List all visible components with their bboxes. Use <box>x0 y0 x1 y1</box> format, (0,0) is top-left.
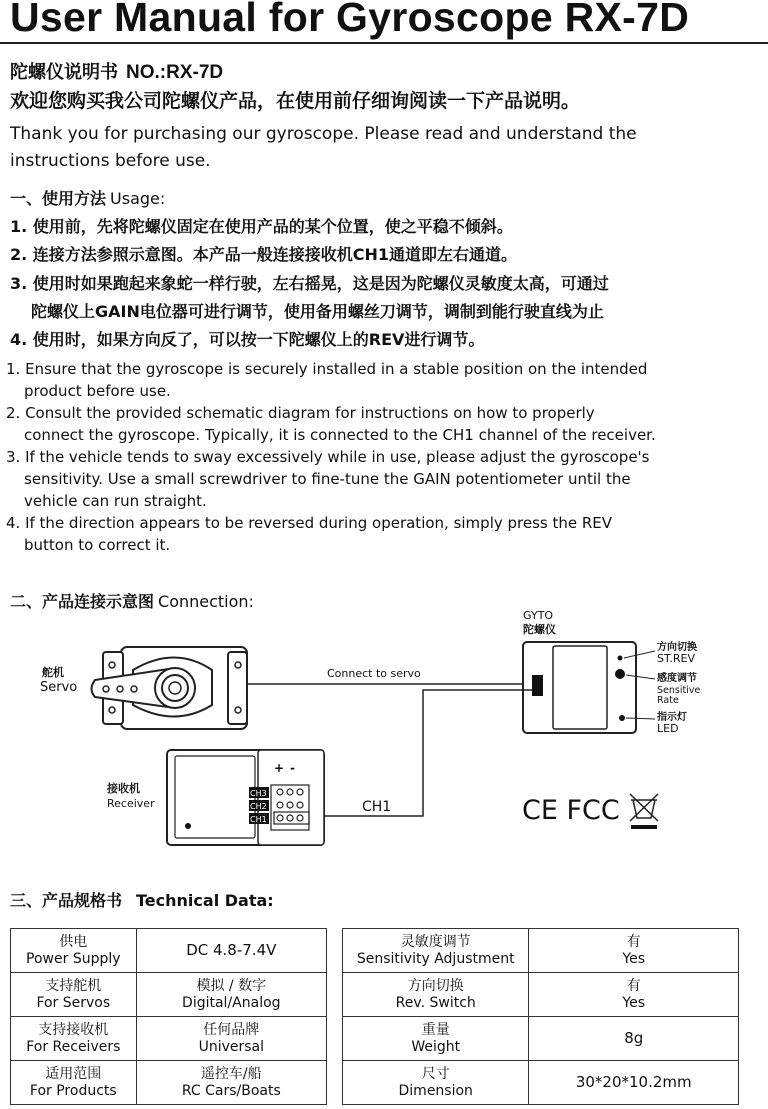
spec-table-right <box>342 928 739 1105</box>
tech-heading-cn: 三、产品规格书 <box>10 891 123 910</box>
rev-label-en: ST.REV <box>657 652 696 665</box>
spec-key: 灵敏度调节 Sensitivity Adjustment <box>343 929 529 973</box>
manual-header <box>10 58 223 84</box>
spec-key: 重量 Weight <box>343 1017 529 1061</box>
spec-row <box>11 929 327 973</box>
gain-knob-icon <box>615 669 625 679</box>
usage-item-cn: 3. 使用时如果跑起来象蛇一样行驶，左右摇晃，这是因为陀螺仪灵敏度太高，可通过 <box>10 274 609 293</box>
connection-heading-cn: 二、产品连接示意图 <box>10 592 155 611</box>
spec-row <box>343 1061 739 1105</box>
usage-item-en: 4. If the direction appears to be reversed during operation, simply press the REV <box>6 514 613 532</box>
usage-item-cn: 陀螺仪上GAIN电位器可进行调节，使用备用螺丝刀调节，调制到能行驶直线为止 <box>31 302 604 321</box>
usage-item-cn: 4. 使用时，如果方向反了，可以按一下陀螺仪上的REV进行调节。 <box>10 330 485 349</box>
certification-logos: CE FCC <box>522 795 620 826</box>
usage-item-en: 3. If the vehicle tends to sway excessively while in use, please adjust the gyroscope's <box>6 448 650 466</box>
weee-bar <box>631 825 657 829</box>
spec-row <box>11 1017 327 1061</box>
usage-item-cn: 1. 使用前，先将陀螺仪固定在使用产品的某个位置，使之平稳不倾斜。 <box>10 217 513 236</box>
spec-value: 模拟 / 数字 Digital/Analog <box>136 973 326 1017</box>
rate-label-cn: 感度调节 <box>657 673 697 684</box>
rate-label-en-2: Rate <box>657 695 679 706</box>
spec-value: 8g <box>529 1017 739 1061</box>
usage-item-en: 1. Ensure that the gyroscope is securely installed in a stable position on the intended <box>6 360 648 378</box>
usage-item-en: product before use. <box>24 382 171 400</box>
intro-text-en <box>10 121 637 175</box>
spec-key: 尺寸 Dimension <box>343 1061 529 1105</box>
usage-heading-en: Usage: <box>110 189 166 208</box>
ch1-wire <box>308 690 532 816</box>
spec-value: 有 Yes <box>529 973 739 1017</box>
receiver-label-cn: 接收机 <box>107 782 140 795</box>
connect-to-servo-label: Connect to servo <box>327 667 421 680</box>
intro-line: instructions before use. <box>10 151 211 171</box>
port-label-ch1: CH1 <box>250 815 267 824</box>
spec-value: 有 Yes <box>529 929 739 973</box>
led-label-en: LED <box>657 722 679 735</box>
rate-label-en-1: Sensitive <box>657 685 701 696</box>
rev-label-cn: 方向切换 <box>657 642 697 653</box>
title-divider <box>0 42 768 44</box>
usage-item-en: sensitivity. Use a small screwdriver to fine-tune the GAIN potentiometer until the <box>24 470 631 488</box>
usage-heading-cn: 一、使用方法 <box>10 189 107 208</box>
servo-illustration <box>92 647 248 729</box>
usage-item-en: 2. Consult the provided schematic diagram for instructions on how to properly <box>6 404 595 422</box>
page-title: User Manual for Gyroscope RX-7D <box>10 0 690 40</box>
connection-heading-en: Connection: <box>158 592 254 611</box>
spec-row <box>343 929 739 973</box>
spec-key: 支持舵机 For Servos <box>11 973 137 1017</box>
led-label-cn: 指示灯 <box>657 712 687 723</box>
servo-label-en: Servo <box>40 680 78 695</box>
spec-row <box>343 1017 739 1061</box>
spec-value: 遥控车/船 RC Cars/Boats <box>136 1061 326 1105</box>
spec-row <box>11 973 327 1017</box>
spec-value: DC 4.8-7.4V <box>136 929 326 973</box>
usage-item-en: button to correct it. <box>24 536 171 554</box>
spec-table-left <box>10 928 327 1105</box>
led-indicator-icon <box>619 715 625 721</box>
gyro-connector <box>532 675 543 696</box>
connection-diagram <box>0 600 768 860</box>
port-label-ch2: CH2 <box>250 802 267 811</box>
weee-bin-icon <box>630 794 658 821</box>
spec-key: 支持接收机 For Receivers <box>11 1017 137 1061</box>
spec-value: 30*20*10.2mm <box>529 1061 739 1105</box>
receiver-dot <box>185 823 191 829</box>
usage-heading <box>10 186 165 209</box>
spec-value: 任何品牌 Universal <box>136 1017 326 1061</box>
welcome-text-cn: 欢迎您购买我公司陀螺仪产品，在使用前仔细询阅读一下产品说明。 <box>10 90 581 112</box>
spec-key: 方向切换 Rev. Switch <box>343 973 529 1017</box>
spec-row <box>11 1061 327 1105</box>
plus-label: + <box>274 761 285 775</box>
minus-label: - <box>290 761 295 775</box>
tech-heading-en: Technical Data: <box>136 891 274 910</box>
spec-key: 适用范围 For Products <box>11 1061 137 1105</box>
usage-list-en <box>6 358 656 556</box>
receiver-label-en: Receiver <box>107 797 155 810</box>
usage-item-en: connect the gyroscope. Typically, it is connected to the CH1 channel of the receiver. <box>24 426 656 444</box>
servo-label-cn: 舵机 <box>42 666 64 679</box>
tech-heading <box>10 888 274 911</box>
model-number: NO.:RX-7D <box>126 62 224 83</box>
gyro-label-cn: 陀螺仪 <box>523 623 556 636</box>
usage-item-en: vehicle can run straight. <box>24 492 207 510</box>
manual-header-cn: 陀螺仪说明书 <box>10 62 118 83</box>
gyro-panel <box>553 646 607 729</box>
usage-item-cn: 2. 连接方法参照示意图。本产品一般连接接收机CH1通道即左右通道。 <box>10 245 518 264</box>
ch1-wire-label: CH1 <box>362 799 392 815</box>
spec-row <box>343 973 739 1017</box>
gyro-label-en: GYTO <box>523 609 554 622</box>
port-label-ch3: CH3 <box>250 789 267 798</box>
intro-line: Thank you for purchasing our gyroscope. Please read and understand the <box>10 124 637 144</box>
spec-key: 供电 Power Supply <box>11 929 137 973</box>
rev-button-icon <box>618 656 623 661</box>
